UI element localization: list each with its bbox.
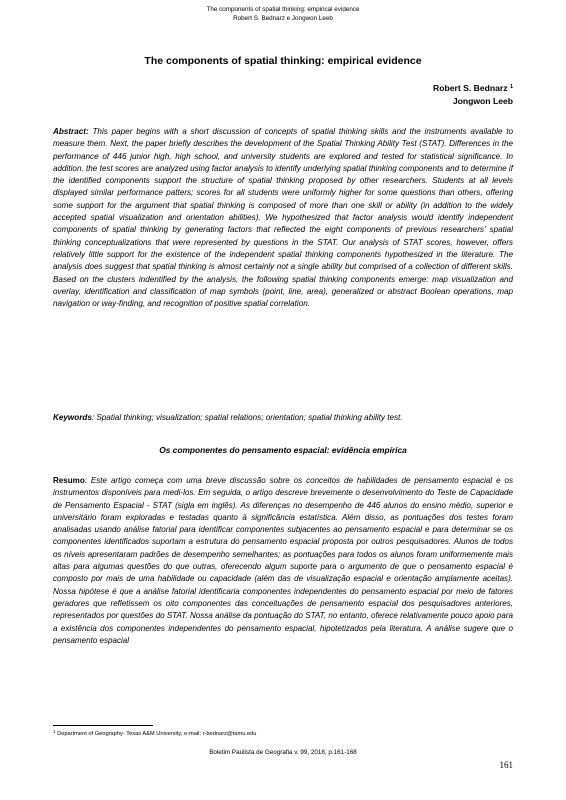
footnote-text: Department of Geography- Texas A&M University, e-mail: r-bednarz@tamu.edu [55,731,257,737]
keywords-text: : Spatial thinking; visualization; spatial relations; orientation; spatial thinking ability test. [91,413,403,422]
author-1-footnote-mark: 1 [509,84,513,90]
footnote-divider [53,725,153,726]
footnote [53,729,256,737]
running-header-authors: Robert S. Bednarz e Jongwon Leeb [233,14,333,22]
paper-title: The components of spatial thinking: empirical evidence [144,55,422,67]
resumo-text: : Este artigo começa com uma breve discussão sobre os conceitos de habilidades de pensamento espacial e os instrumentos disponíveis para medi-los. Em seguida, o artigo descreve brevemente o desenvolvimento do Teste de Capacidade de Pensamento Espacial - STAT (sigla em inglês). As diferenças no desempenho de 446 alunos do ensino médio, superior e universitário foram exploradas e testadas quanto à significância estatística. Além disso, as pontuações dos testes foram analisadas usando análise fatorial para identificar componentes subjacentes ao pensamento espacial e para determinar se os componentes identificados suportam a estrutura do pensamento espacial proposta por outros pesquisadores. Alunos de todos os níveis apresentaram padrões de desempenho semelhantes; as pontuações para todos os alunos foram uniformemente mais altas para algumas questões do que outras, oferecendo algum suporte para o argumento de que o pensamento espacial é composto por mais de uma habilidade ou capacidade (além das de visualização espacial e orientação amplamente aceitas). Nossa hipótese é que a análise fatorial identificaria componentes independentes do pensamento espacial por meio de fatores geradores que refletissem os oito componentes das conceituações de pensamento espacial dos pesquisadores anteriores, representados por questões do STAT. Nossa análise da pontuação do STAT, no entanto, oferece relativamente pouco apoio para a existência dos componentes independentes do pensamento espacial, hipotetizados pela literatura. A análise sugere que o pensamento espacial [53,476,513,645]
author-1-name: Robert S. Bednarz [433,83,508,93]
author-2: Jongwon Leeb [452,96,513,106]
resumo [53,475,513,647]
keywords [53,412,513,424]
running-header [0,6,566,23]
running-header-title: The components of spatial thinking: empirical evidence [206,6,360,13]
abstract-text: This paper begins with a short discussion of concepts of spatial thinking skills and the instruments available to measure them. Next, the paper briefly describes the development of the Spatial Thinking Ability Test (STAT). Differences in the performance of 446 junior high, high school, and university students are explored and tested for statistical significance. In addition, the test scores are analyzed using factor analysis to identify underlying spatial thinking components and to determine if the identified components support the structure of spatial thinking proposed by other researchers. Students at all levels displayed similar performance patters; scores for all students were uniformly higher for some questions than others, offering some support for the argument that spatial thinking is composed of more than one skill or ability (in addition to the widely accepted spatial visualization and orientation abilities). We hypothesized that factor analysis would identify independent components of spatial thinking by generating factors that reflected the eight components of previous researchers’ spatial thinking conceptualizations that were represented by questions in the STAT. Our analysis of STAT scores, however, offers relatively little support for the existence of the independent spatial thinking components hypothesized in the literature. The analysis does suggest that spatial thinking is almost certainly not a single ability but comprised of a collection of different skills. Based on the clusters indentified by the analysis, the following spatial thinking components emerge: map visualization and overlay, identification and classification of map symbols (point, line, area), generalized or abstract Boolean operations, map navigation or way-finding, and recognition of positive spatial correlation. [53,127,513,309]
journal-footer: Boletim Paulista de Geografia v. 99, 2018, p.161-168 [209,749,357,756]
abstract [53,126,513,310]
author-1 [433,81,513,95]
footnote-mark: 1 [53,729,56,734]
abstract-label: Abstract: [53,127,89,136]
resumo-label: Resumo [53,476,85,485]
page-number: 161 [499,760,513,770]
author-block [433,81,513,108]
keywords-label: Keywords [53,413,92,422]
portuguese-title: Os componentes do pensamento espacial: evidência empírica [159,445,407,455]
